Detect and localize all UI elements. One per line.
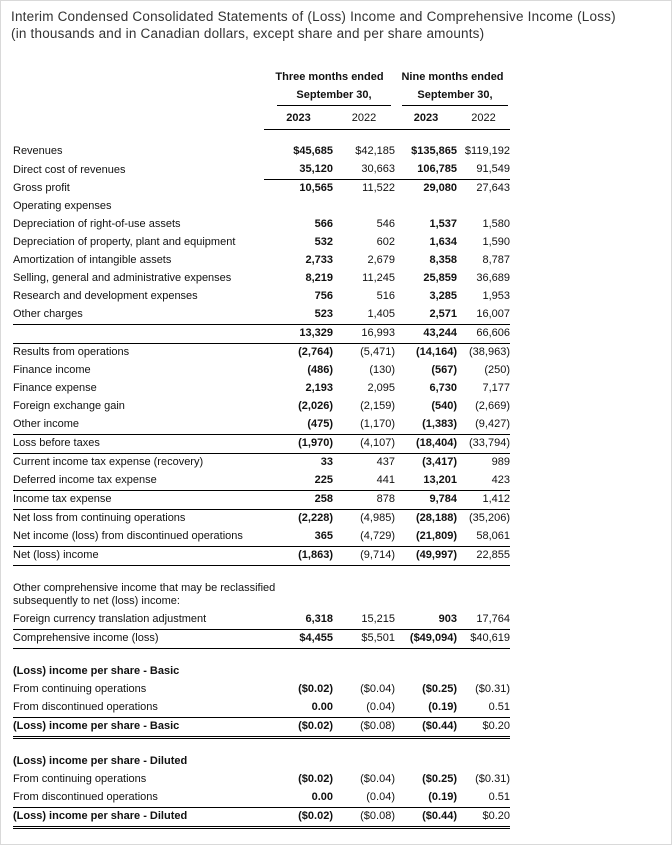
cell-value: (9,427) <box>457 416 510 435</box>
income-statement-table <box>13 69 510 829</box>
table-row <box>13 380 510 398</box>
row-label: Depreciation of property, plant and equipment <box>13 236 236 248</box>
table-row <box>13 344 510 363</box>
cell-value: $45,685 <box>293 145 333 157</box>
row-label: (Loss) income per share - Diluted <box>13 755 188 767</box>
year-header-row <box>13 109 510 130</box>
cell-value: ($0.02) <box>298 773 333 785</box>
row-label: Selling, general and administrative expenses <box>13 272 232 284</box>
cell-value: (4,107) <box>333 435 395 454</box>
cell-value: 0.00 <box>264 699 333 718</box>
cell-value: (540) <box>431 400 457 412</box>
row-label: Other comprehensive income that may be reclassified subsequently to net (loss) income: <box>13 582 276 607</box>
cell-value: 35,120 <box>264 161 333 180</box>
row-label: Gross profit <box>13 182 70 194</box>
cell-value: $40,619 <box>457 630 510 649</box>
cell-value: 10,565 <box>299 182 333 194</box>
table-row <box>13 234 510 252</box>
cell-value: 66,606 <box>457 325 510 344</box>
cell-value: 22,855 <box>457 547 510 566</box>
cell-value: 225 <box>264 472 333 491</box>
cell-value: ($0.08) <box>333 808 395 828</box>
statement-body <box>13 143 510 828</box>
cell-value: (21,809) <box>395 528 457 547</box>
table-row <box>13 699 510 718</box>
cell-value: $0.20 <box>457 718 510 738</box>
cell-value: ($0.44) <box>395 808 457 828</box>
table-row <box>13 454 510 473</box>
cell-value: (475) <box>264 416 333 435</box>
row-label: From discontinued operations <box>13 789 264 808</box>
cell-value: (1,863) <box>264 547 333 566</box>
cell-value <box>395 663 457 681</box>
cell-value: 29,080 <box>423 182 457 194</box>
cell-value: 2,679 <box>367 254 395 266</box>
row-label: Depreciation of right-of-use assets <box>13 218 181 230</box>
table-row <box>13 325 510 344</box>
cell-value: 30,663 <box>333 161 395 180</box>
spacer-cell <box>13 566 510 581</box>
row-label: Foreign exchange gain <box>13 400 125 412</box>
cell-value: 8,219 <box>305 272 333 284</box>
table-row <box>13 547 510 566</box>
cell-value: (18,404) <box>395 435 457 454</box>
row-label: From discontinued operations <box>13 699 264 718</box>
table-row <box>13 753 510 771</box>
cell-value: (9,714) <box>333 547 395 566</box>
cell-value: 437 <box>376 456 395 468</box>
column-group-nine-months-label: Nine months ended <box>401 71 504 83</box>
cell-value <box>457 198 510 216</box>
column-group-nine-months <box>395 69 510 87</box>
row-label: Comprehensive income (loss) <box>13 630 264 649</box>
cell-value: 1,580 <box>482 218 510 230</box>
spacer-cell <box>13 649 510 664</box>
cell-value: 2,571 <box>395 306 457 325</box>
cell-value: (130) <box>369 364 395 376</box>
cell-value: (0.19) <box>395 699 457 718</box>
cell-value: (2,669) <box>475 400 510 412</box>
cell-value: 365 <box>264 528 333 547</box>
cell-value: 9,784 <box>395 491 457 510</box>
spacer-row <box>13 566 510 581</box>
table-row <box>13 180 510 199</box>
cell-value: 516 <box>376 290 395 302</box>
cell-value: 58,061 <box>457 528 510 547</box>
cell-value <box>264 753 333 771</box>
row-label: Other charges <box>13 306 264 325</box>
table-row <box>13 416 510 435</box>
period-header-row <box>13 69 510 87</box>
cell-value: 36,689 <box>476 272 510 284</box>
cell-value <box>457 753 510 771</box>
cell-value: (1,170) <box>333 416 395 435</box>
cell-value: (2,228) <box>298 512 333 524</box>
table-row <box>13 435 510 454</box>
row-label <box>13 325 264 344</box>
cell-value: 989 <box>491 456 510 468</box>
cell-value: ($0.04) <box>360 773 395 785</box>
cell-value: 2,095 <box>367 382 395 394</box>
table-row <box>13 198 510 216</box>
row-label: Loss before taxes <box>13 435 264 454</box>
cell-value: (14,164) <box>416 346 457 358</box>
cell-value: 8,358 <box>429 254 457 266</box>
cell-value: 523 <box>264 306 333 325</box>
table-row <box>13 681 510 699</box>
spacer-row <box>13 649 510 664</box>
cell-value: 0.51 <box>457 699 510 718</box>
cell-value: 13,329 <box>264 325 333 344</box>
note-row <box>13 580 510 611</box>
cell-value <box>395 198 457 216</box>
cell-value: 13,201 <box>395 472 457 491</box>
spacer-cell <box>13 738 510 754</box>
cell-value: 27,643 <box>476 182 510 194</box>
cell-value: 33 <box>320 456 333 468</box>
year-header-2022: 2022 <box>457 109 510 130</box>
column-group-three-months <box>264 69 395 87</box>
table-row <box>13 491 510 510</box>
cell-value: (35,206) <box>469 512 510 524</box>
row-label: (Loss) income per share - Diluted <box>13 808 264 828</box>
row-label: Income tax expense <box>13 491 264 510</box>
empty-corner-cell <box>13 109 264 130</box>
cell-value: 532 <box>314 236 333 248</box>
row-label: Operating expenses <box>13 200 112 212</box>
cell-value: ($0.31) <box>475 683 510 695</box>
cell-value: ($0.02) <box>298 683 333 695</box>
cell-value: 7,177 <box>482 382 510 394</box>
cell-value: 16,007 <box>457 306 510 325</box>
cell-value: ($0.04) <box>360 683 395 695</box>
cell-value: 756 <box>314 290 333 302</box>
cell-value: $119,192 <box>464 145 510 157</box>
cell-value: ($0.08) <box>333 718 395 738</box>
cell-value: 878 <box>333 491 395 510</box>
cell-value <box>264 198 333 216</box>
table-row <box>13 398 510 416</box>
cell-value: (567) <box>431 364 457 376</box>
cell-value: (3,417) <box>422 456 457 468</box>
cell-value: 1,590 <box>482 236 510 248</box>
date-label-nine-months: September 30, <box>402 89 508 106</box>
cell-value: ($0.44) <box>395 718 457 738</box>
empty-corner-cell <box>13 87 264 109</box>
row-label: Revenues <box>13 145 63 157</box>
cell-value: 1,537 <box>429 218 457 230</box>
cell-value: 423 <box>457 472 510 491</box>
row-label: (Loss) income per share - Basic <box>13 665 180 677</box>
row-label: Net income (loss) from discontinued operations <box>13 528 264 547</box>
cell-value: $5,501 <box>333 630 395 649</box>
table-row <box>13 306 510 325</box>
table-header <box>13 69 510 143</box>
table-row <box>13 472 510 491</box>
row-label: Deferred income tax expense <box>13 472 264 491</box>
row-label: Other income <box>13 416 264 435</box>
table-row <box>13 288 510 306</box>
cell-value: 441 <box>333 472 395 491</box>
row-label: Finance expense <box>13 382 97 394</box>
year-header-2023: 2023 <box>395 109 457 130</box>
cell-value: 3,285 <box>429 290 457 302</box>
cell-value: 11,522 <box>362 182 395 194</box>
table-row <box>13 510 510 529</box>
cell-value: 258 <box>264 491 333 510</box>
table-row <box>13 789 510 808</box>
cell-value: (1,970) <box>264 435 333 454</box>
table-row <box>13 611 510 630</box>
table-row <box>13 143 510 161</box>
cell-value: (486) <box>307 364 333 376</box>
table-row <box>13 362 510 380</box>
cell-value: 1,405 <box>333 306 395 325</box>
table-row <box>13 630 510 649</box>
cell-value: 566 <box>314 218 333 230</box>
note-cell <box>13 580 510 611</box>
cell-value: 11,245 <box>362 272 395 284</box>
row-label: (Loss) income per share - Basic <box>13 718 264 738</box>
table-row <box>13 663 510 681</box>
row-label: Current income tax expense (recovery) <box>13 456 204 468</box>
cell-value: 1,412 <box>457 491 510 510</box>
page-title: Interim Condensed Consolidated Statements of (Loss) Income and Comprehensive Income (Loss) <box>11 9 616 24</box>
cell-value: 6,318 <box>264 611 333 630</box>
cell-value <box>333 663 395 681</box>
cell-value: 1,953 <box>482 290 510 302</box>
cell-value: ($0.02) <box>264 808 333 828</box>
row-label: Foreign currency translation adjustment <box>13 611 264 630</box>
cell-value: 2,193 <box>305 382 333 394</box>
cell-value: ($0.25) <box>422 773 457 785</box>
cell-value: (33,794) <box>457 435 510 454</box>
table-row <box>13 252 510 270</box>
cell-value: ($0.31) <box>475 773 510 785</box>
row-label: From continuing operations <box>13 683 147 695</box>
table-row <box>13 808 510 828</box>
table-row <box>13 771 510 789</box>
cell-value <box>457 663 510 681</box>
cell-value: 91,549 <box>457 161 510 180</box>
spacer-row <box>13 738 510 754</box>
column-group-three-months-label: Three months ended <box>275 71 384 83</box>
date-cell-three-months <box>264 87 395 109</box>
cell-value: (49,997) <box>395 547 457 566</box>
cell-value <box>333 753 395 771</box>
header-gap-row <box>13 130 510 144</box>
row-label: Direct cost of revenues <box>13 163 126 176</box>
row-label: Research and development expenses <box>13 290 198 302</box>
cell-value: 6,730 <box>429 382 457 394</box>
date-cell-nine-months <box>395 87 510 109</box>
cell-value: ($0.02) <box>264 718 333 738</box>
row-label: From continuing operations <box>13 773 147 785</box>
cell-value: 546 <box>376 218 395 230</box>
cell-value: (250) <box>484 364 510 376</box>
year-header-2022: 2022 <box>333 109 395 130</box>
cell-value: 2,733 <box>305 254 333 266</box>
cell-value: 0.00 <box>264 789 333 808</box>
cell-value: $135,865 <box>411 145 457 157</box>
table-row <box>13 161 510 180</box>
table-row <box>13 270 510 288</box>
year-header-2023: 2023 <box>264 109 333 130</box>
row-label: Net loss from continuing operations <box>13 512 186 524</box>
row-label: Amortization of intangible assets <box>13 254 172 266</box>
row-label: Finance income <box>13 364 91 376</box>
cell-value: ($0.25) <box>422 683 457 695</box>
cell-value: (2,764) <box>298 346 333 358</box>
cell-value <box>264 663 333 681</box>
cell-value: (38,963) <box>469 346 510 358</box>
row-label: Net (loss) income <box>13 547 264 566</box>
cell-value: (0.19) <box>395 789 457 808</box>
cell-value: (4,985) <box>360 512 395 524</box>
cell-value: 25,859 <box>423 272 457 284</box>
cell-value: 0.51 <box>457 789 510 808</box>
cell-value: (4,729) <box>333 528 395 547</box>
row-label: Results from operations <box>13 346 130 358</box>
cell-value: 1,634 <box>429 236 457 248</box>
cell-value: $4,455 <box>264 630 333 649</box>
cell-value: (1,383) <box>395 416 457 435</box>
cell-value <box>395 753 457 771</box>
cell-value: 602 <box>376 236 395 248</box>
date-header-row <box>13 87 510 109</box>
cell-value: 106,785 <box>395 161 457 180</box>
cell-value: 8,787 <box>482 254 510 266</box>
cell-value: (28,188) <box>416 512 457 524</box>
cell-value: (2,026) <box>298 400 333 412</box>
cell-value: (0.04) <box>333 789 395 808</box>
cell-value: (2,159) <box>360 400 395 412</box>
table-row <box>13 528 510 547</box>
cell-value: 903 <box>395 611 457 630</box>
cell-value: $0.20 <box>457 808 510 828</box>
cell-value: ($49,094) <box>395 630 457 649</box>
cell-value: 15,215 <box>333 611 395 630</box>
page-subtitle: (in thousands and in Canadian dollars, except share and per share amounts) <box>11 26 485 41</box>
table-row <box>13 216 510 234</box>
cell-value: (0.04) <box>333 699 395 718</box>
cell-value: 16,993 <box>333 325 395 344</box>
cell-value: 43,244 <box>395 325 457 344</box>
date-label-three-months: September 30, <box>277 89 391 106</box>
cell-value: (5,471) <box>360 346 395 358</box>
cell-value <box>333 198 395 216</box>
table-row <box>13 718 510 738</box>
cell-value: 17,764 <box>457 611 510 630</box>
empty-corner-cell <box>13 69 264 87</box>
cell-value: $42,185 <box>355 145 395 157</box>
